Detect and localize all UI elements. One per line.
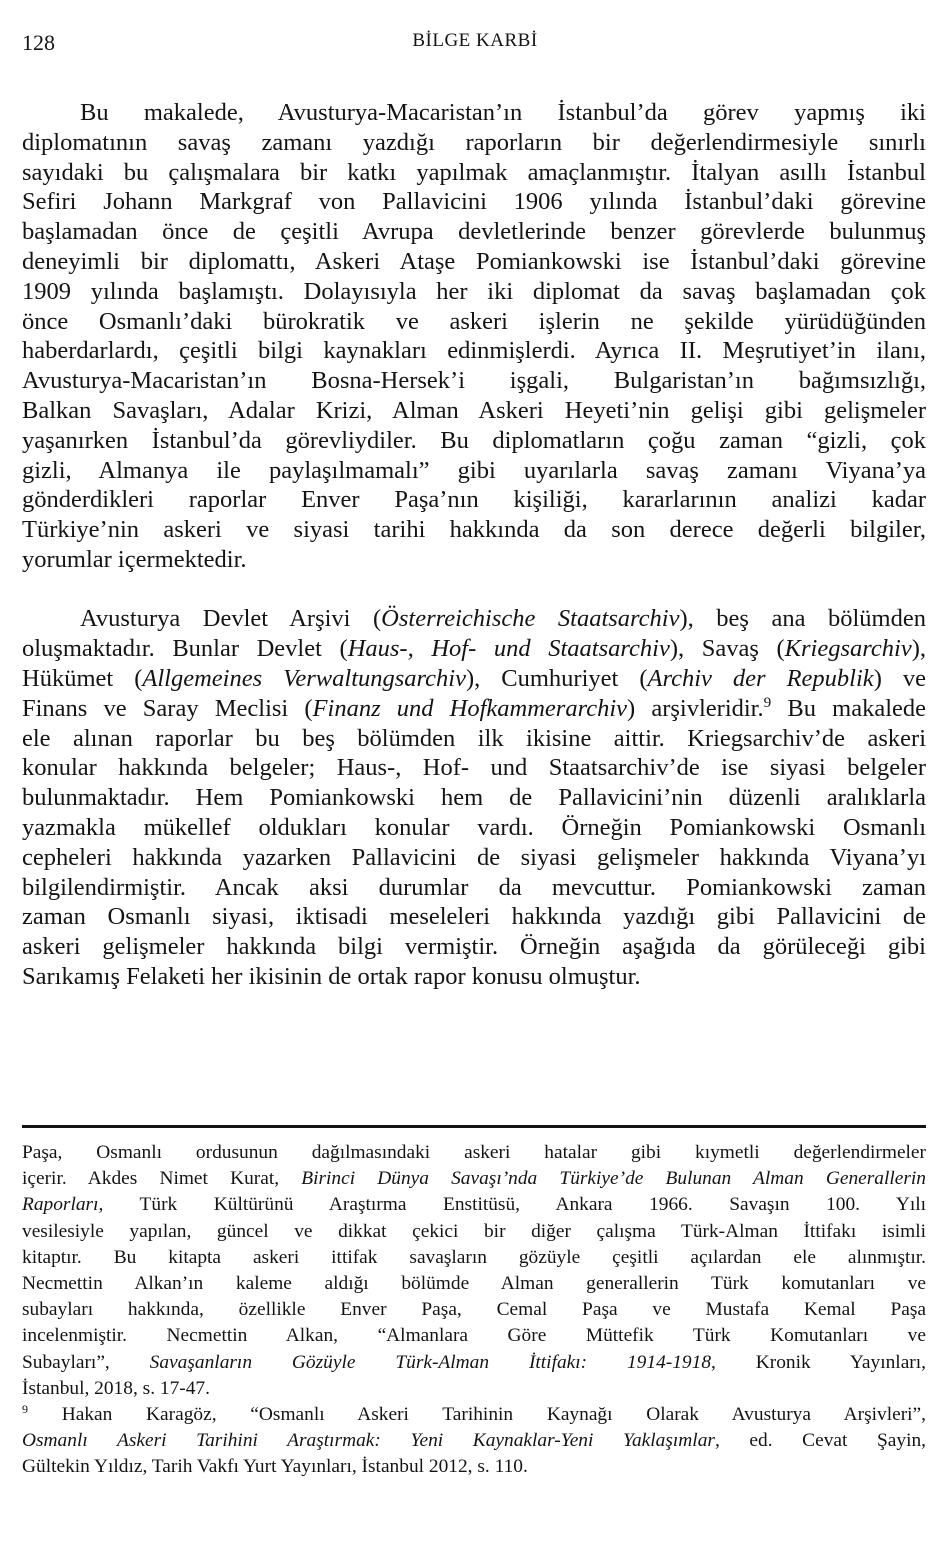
text-run: , ed. Cevat Şayin, <box>714 1430 926 1452</box>
footnote-ref-9[interactable]: 9 <box>763 694 772 712</box>
text-run: ) ve <box>873 665 926 693</box>
text-run: , Türk Kültürünü Araştırma Enstitüsü, Ankara 1966. Savaşın 100. Yılı <box>98 1194 926 1216</box>
footnote-line: Paşa, Osmanlı ordusunun dağılmasındaki askeri hatalar gibi kıymetli değerlendirmeler <box>22 1142 926 1163</box>
text-run: ), Cumhuriyet ( <box>465 665 648 693</box>
footnote-line <box>22 1350 926 1376</box>
paragraph-line <box>22 634 926 664</box>
footnote-marker-9: 9 <box>22 1402 29 1417</box>
footnote-line: Necmettin Alkan’ın kaleme aldığı bölümde Alman generallerin Türk komutanları ve <box>22 1273 926 1295</box>
footnote-9-line <box>22 1402 926 1428</box>
text-run: ) arşivleridir. <box>627 694 764 722</box>
italic-term: Finanz und Hofkammerarchiv <box>312 694 628 722</box>
footnote-separator <box>22 1125 926 1128</box>
text-run: oluşmaktadır. Bunlar Devlet ( <box>22 635 348 663</box>
italic-term: Kriegsarchiv <box>784 635 912 663</box>
paragraph-line: Bu makalede, Avusturya-Macaristan’ın İstanbul’da görev yapmış iki <box>80 99 926 126</box>
footnotes <box>22 1140 926 1481</box>
paragraph-line <box>22 604 926 634</box>
paragraph-line: yaşanırken İstanbul’da görevliydiler. Bu diplomatların çoğu zaman “gizli, çok <box>22 426 926 454</box>
paragraph-line: bulunmaktadır. Hem Pomiankowski hem de Pallavicini’nin düzenli aralıklarla <box>22 784 926 812</box>
paragraph-line: ele alınan raporlar bu beş bölümden ilk ikisine aittir. Kriegsarchiv’de askeri <box>22 724 926 752</box>
text-run: Subayları”, <box>22 1351 150 1373</box>
text-run: Hükümet ( <box>22 665 143 693</box>
italic-title: Birinci Dünya Savaşı’nda Türkiye’de Bulunan Alman Generallerin <box>301 1168 926 1190</box>
text-run: , Kronik Yayınları, <box>711 1351 926 1373</box>
paragraph-line: bilgilendirmiştir. Ancak aksi durumlar da mevcuttur. Pomiankowski zaman <box>22 873 926 901</box>
paragraph-line: cepheleri hakkında yazarken Pallavicini de siyasi gelişmeler hakkında Viyana’yı <box>22 843 926 871</box>
italic-term: Archiv der Republik <box>647 665 874 693</box>
paragraph-line <box>22 664 926 694</box>
paragraph-line <box>22 694 926 724</box>
italic-title: Raporları <box>22 1194 99 1216</box>
text-run: ), beş ana bölümden <box>679 605 926 633</box>
italic-title: Savaşanların Gözüyle Türk-Alman İttifakı: 1914-1918 <box>149 1351 712 1373</box>
paragraph-line: konular hakkında belgeler; Haus-, Hof- und Staatsarchiv’de ise siyasi belgeler <box>22 754 926 782</box>
text-run: Bu makalede <box>771 694 926 722</box>
text-run: ), <box>911 635 926 663</box>
paragraph-line: 1909 yılında başlamıştı. Dolayısıyla her iki diplomat da savaş başlamadan çok <box>22 277 926 305</box>
paragraph-line: sayıdaki bu çalışmalara bir katkı yapılmak amaçlanmıştır. İtalyan asıllı İstanbul <box>22 158 926 186</box>
text-run: Finans ve Saray Meclisi ( <box>22 694 313 722</box>
paragraph-line: Sarıkamış Felaketi her ikisinin de ortak rapor konusu olmuştur. <box>22 963 641 990</box>
paragraph-gap <box>22 575 926 605</box>
paragraph-line: zaman Osmanlı siyasi, iktisadi meseleleri hakkında yazdığı gibi Pallavicini de <box>22 903 926 931</box>
italic-term: Österreichische Staatsarchiv <box>381 605 680 633</box>
paragraph-line: yorumlar içermektedir. <box>22 545 247 573</box>
paragraph-line: Türkiye’nin askeri ve siyasi tarihi hakkında da son derece değerli bilgiler, <box>22 516 926 544</box>
footnote-line: Gültekin Yıldız, Tarih Vakfı Yurt Yayınları, İstanbul 2012, s. 110. <box>22 1456 528 1478</box>
paragraph-line: deneyimli bir diplomattı, Askeri Ataşe Pomiankowski ise İstanbul’daki görevine <box>22 247 926 275</box>
italic-title: Osmanlı Askeri Tarihini Araştırmak: Yeni Kaynaklar-Yeni Yaklaşımlar <box>22 1430 715 1452</box>
footnote-line: İstanbul, 2018, s. 17-47. <box>22 1377 210 1399</box>
italic-term: Allgemeines Verwaltungsarchiv <box>142 665 466 693</box>
paragraph-line: Sefiri Johann Markgraf von Pallavicini 1906 yılında İstanbul’daki görevine <box>22 188 926 216</box>
italic-term: Haus-, Hof- und Staatsarchiv <box>347 635 670 663</box>
body-text <box>22 98 926 992</box>
text-run: ), Savaş ( <box>669 635 785 663</box>
paragraph-line: önce Osmanlı’daki bürokratik ve askeri işlerin ne şekilde yürüdüğünden <box>22 307 926 335</box>
page-number: 128 <box>22 30 55 55</box>
footnote-line <box>22 1192 926 1218</box>
text-run: içerir. Akdes Nimet Kurat, <box>22 1168 302 1190</box>
running-head: BİLGE KARBİ <box>412 30 538 51</box>
footnote-line: kitaptır. Bu kitapta askeri ittifak savaşların gözüyle çeşitli açılardan ele alınmıştır. <box>22 1246 926 1268</box>
paragraph-line: yazmakla mükellef oldukları konular vardı. Örneğin Pomiankowski Osmanlı <box>22 814 926 842</box>
paragraph-line: Avusturya-Macaristan’ın Bosna-Hersek’i işgali, Bulgaristan’ın bağımsızlığı, <box>22 367 926 395</box>
footnote-line: vesilesiyle yapılan, güncel ve dikkat çekici bir diğer çalışma Türk-Alman İttifakı isimli <box>22 1220 926 1242</box>
text-run: Hakan Karagöz, “Osmanlı Askeri Tarihinin Kaynağı Olarak Avusturya Arşivleri”, <box>28 1404 926 1426</box>
footnote-line: subayları hakkında, özellikle Enver Paşa, Cemal Paşa ve Mustafa Kemal Paşa <box>22 1299 926 1321</box>
footnote-line <box>22 1428 926 1454</box>
paragraph-line: Balkan Savaşları, Adalar Krizi, Alman Askeri Heyeti’nin gelişi gibi gelişmeler <box>22 396 926 424</box>
paragraph-line: gönderdikleri raporlar Enver Paşa’nın kişiliği, kararlarının analizi kadar <box>22 486 926 514</box>
footnote-line <box>22 1166 926 1192</box>
text-run: Avusturya Devlet Arşivi ( <box>80 605 382 633</box>
paragraph-line: başlamadan önce de çeşitli Avrupa devletlerinde benzer görevlerde bulunmuş <box>22 218 926 246</box>
paragraph-line: diplomatının savaş zamanı yazdığı raporların bir değerlendirmesiyle sınırlı <box>22 128 926 156</box>
paragraph-line: askeri gelişmeler hakkında bilgi vermiştir. Örneğin aşağıda da görüleceği gibi <box>22 933 926 961</box>
footnote-line: incelenmiştir. Necmettin Alkan, “Almanlara Göre Müttefik Türk Komutanları ve <box>22 1325 926 1347</box>
paragraph-line: gizli, Almanya ile paylaşılmamalı” gibi uyarılarla savaş zamanı Viyana’ya <box>22 456 926 484</box>
paragraph-line: haberdarlardı, çeşitli bilgi kaynakları edinmişlerdi. Ayrıca II. Meşrutiyet’in ilanı, <box>22 337 926 365</box>
